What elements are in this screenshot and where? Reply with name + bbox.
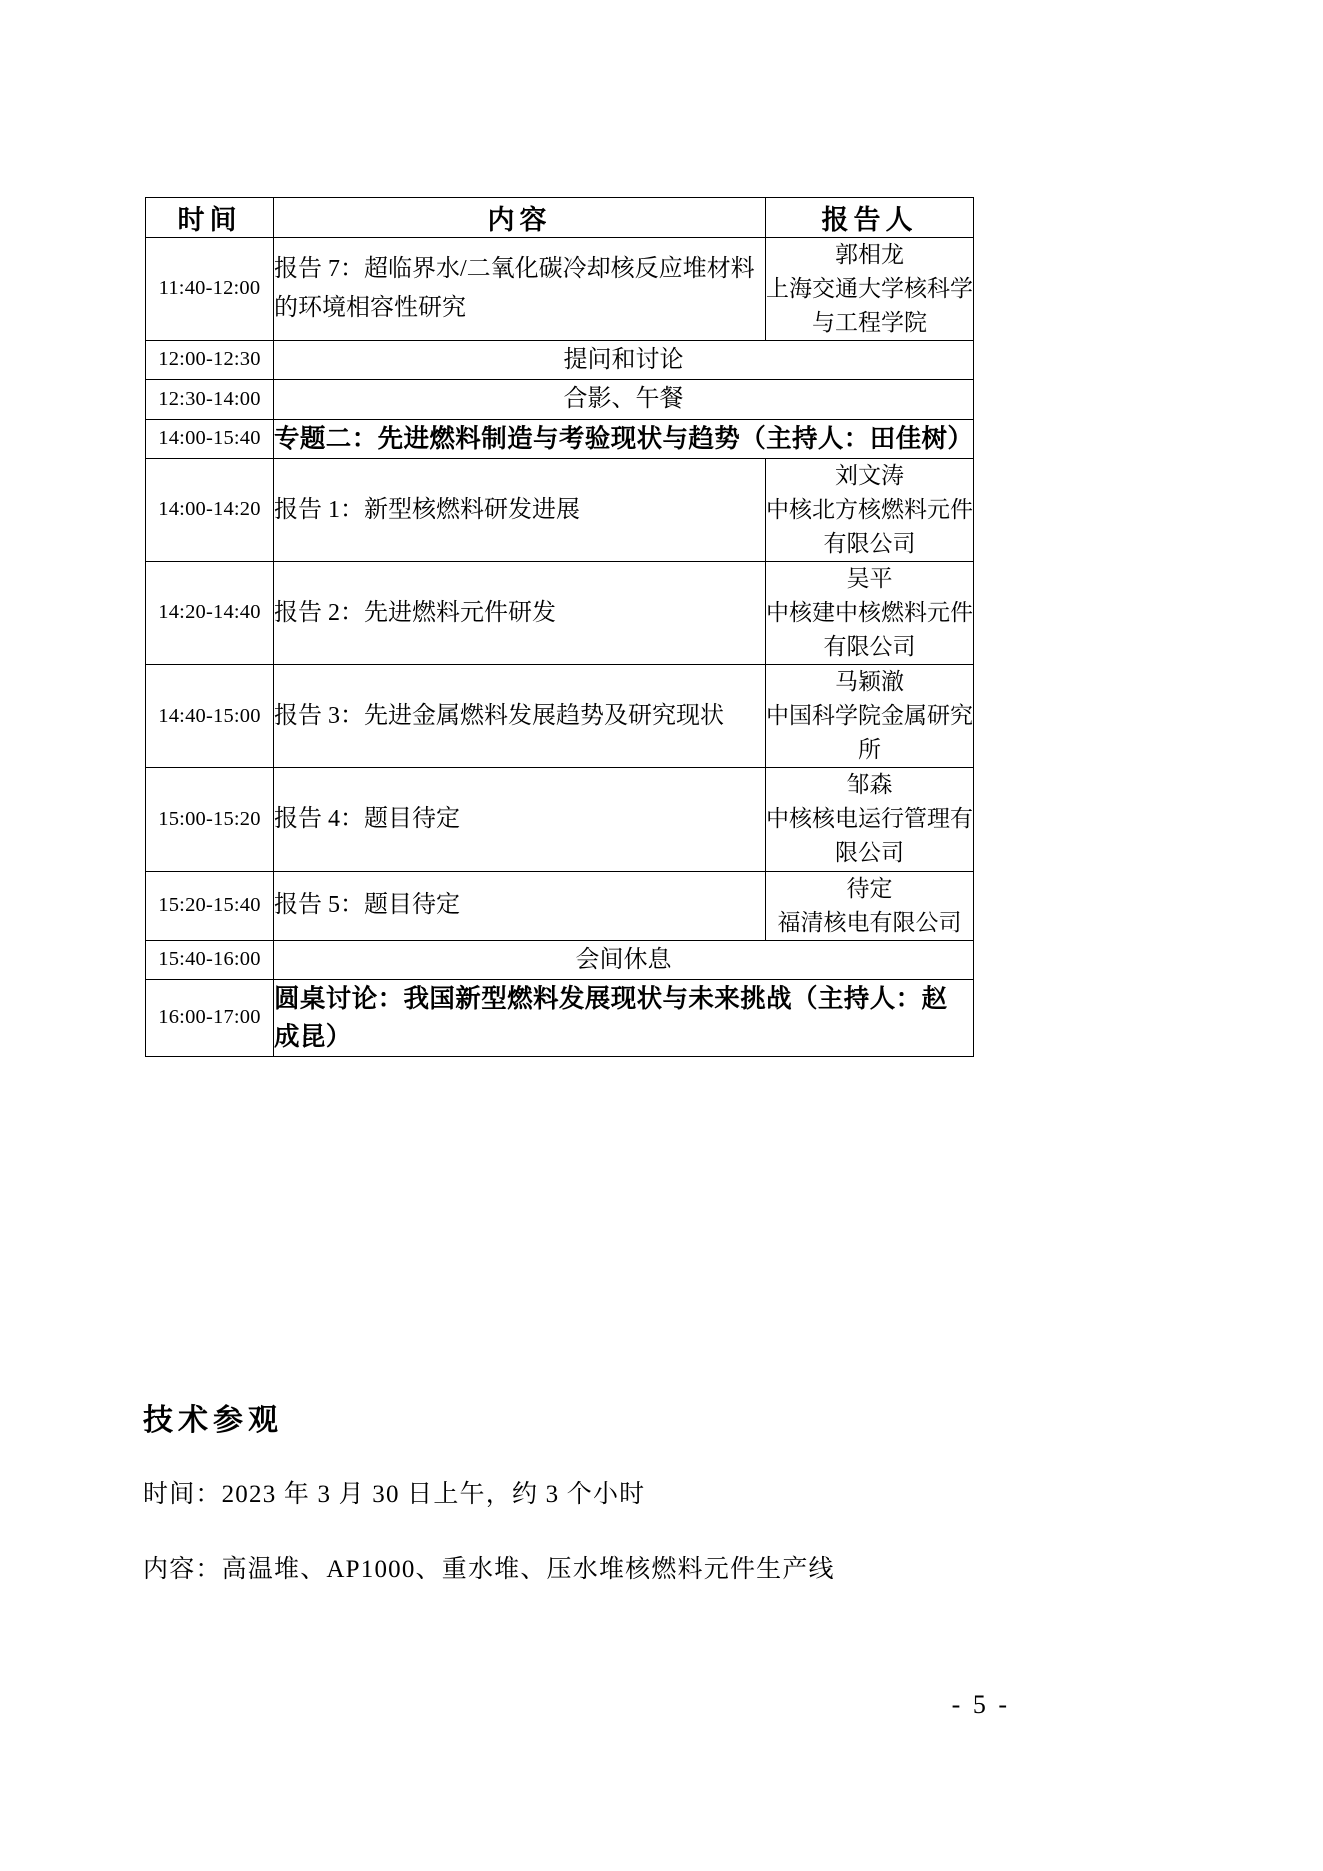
row-time: 14:20-14:40 <box>146 562 274 665</box>
table-row <box>146 871 974 940</box>
speaker-organization: 上海交通大学核科学与工程学院 <box>766 276 973 336</box>
technical-visit-content: 内容：高温堆、AP1000、重水堆、压水堆核燃料元件生产线 <box>143 1556 835 1583</box>
speaker-organization: 中国科学院金属研究所 <box>766 703 973 763</box>
section-title: 专题二：先进燃料制造与考验现状与趋势（主持人：田佳树） <box>274 419 974 458</box>
row-content: 报告 1：新型核燃料研发进展 <box>274 459 766 562</box>
row-content: 报告 5：题目待定 <box>274 871 766 940</box>
agenda-table-container <box>145 197 973 1057</box>
speaker-name: 待定 <box>846 875 893 901</box>
section-title: 圆桌讨论：我国新型燃料发展现状与未来挑战（主持人：赵成昆） <box>274 979 974 1057</box>
row-speaker <box>766 768 974 871</box>
speaker-organization: 中核建中核燃料元件有限公司 <box>766 600 973 660</box>
table-row <box>146 665 974 768</box>
row-content: 会间休息 <box>274 940 974 979</box>
row-content: 报告 7：超临界水/二氧化碳冷却核反应堆材料的环境相容性研究 <box>274 238 766 341</box>
table-row <box>146 768 974 871</box>
technical-visit-time: 时间：2023 年 3 月 30 日上午，约 3 个小时 <box>143 1481 646 1508</box>
row-time: 15:40-16:00 <box>146 940 274 979</box>
speaker-organization: 福清核电有限公司 <box>777 909 962 935</box>
row-content: 提问和讨论 <box>274 341 974 380</box>
column-header-time: 时间 <box>146 198 274 238</box>
table-row <box>146 940 974 979</box>
speaker-organization: 中核北方核燃料元件有限公司 <box>766 497 973 557</box>
row-time: 11:40-12:00 <box>146 238 274 341</box>
speaker-organization: 中核核电运行管理有限公司 <box>766 806 973 866</box>
column-header-content: 内容 <box>274 198 766 238</box>
row-time: 16:00-17:00 <box>146 979 274 1057</box>
row-time: 15:20-15:40 <box>146 871 274 940</box>
row-time: 14:00-14:20 <box>146 459 274 562</box>
row-speaker <box>766 562 974 665</box>
agenda-table-body <box>146 198 974 1057</box>
table-header-row <box>146 198 974 238</box>
row-speaker <box>766 459 974 562</box>
agenda-table <box>145 197 974 1057</box>
row-content: 报告 4：题目待定 <box>274 768 766 871</box>
row-content: 合影、午餐 <box>274 380 974 419</box>
row-speaker <box>766 665 974 768</box>
speaker-name: 吴平 <box>846 566 893 592</box>
speaker-name: 马颖澈 <box>835 669 904 695</box>
table-row <box>146 380 974 419</box>
speaker-name: 刘文涛 <box>835 463 904 489</box>
row-speaker <box>766 238 974 341</box>
row-time: 12:00-12:30 <box>146 341 274 380</box>
row-time: 15:00-15:20 <box>146 768 274 871</box>
speaker-name: 郭相龙 <box>835 242 904 267</box>
row-time: 14:00-15:40 <box>146 419 274 458</box>
page-number: - 5 - <box>951 1690 1010 1719</box>
table-section-row <box>146 419 974 458</box>
table-section-row <box>146 979 974 1057</box>
row-content: 报告 2：先进燃料元件研发 <box>274 562 766 665</box>
table-row <box>146 341 974 380</box>
table-row <box>146 459 974 562</box>
speaker-name: 邹森 <box>846 772 893 798</box>
row-time: 14:40-15:00 <box>146 665 274 768</box>
row-time: 12:30-14:00 <box>146 380 274 419</box>
column-header-speaker: 报告人 <box>766 198 974 238</box>
row-content: 报告 3：先进金属燃料发展趋势及研究现状 <box>274 665 766 768</box>
technical-visit-heading: 技术参观 <box>143 1404 283 1437</box>
row-speaker <box>766 871 974 940</box>
table-row <box>146 562 974 665</box>
table-row <box>146 238 974 341</box>
